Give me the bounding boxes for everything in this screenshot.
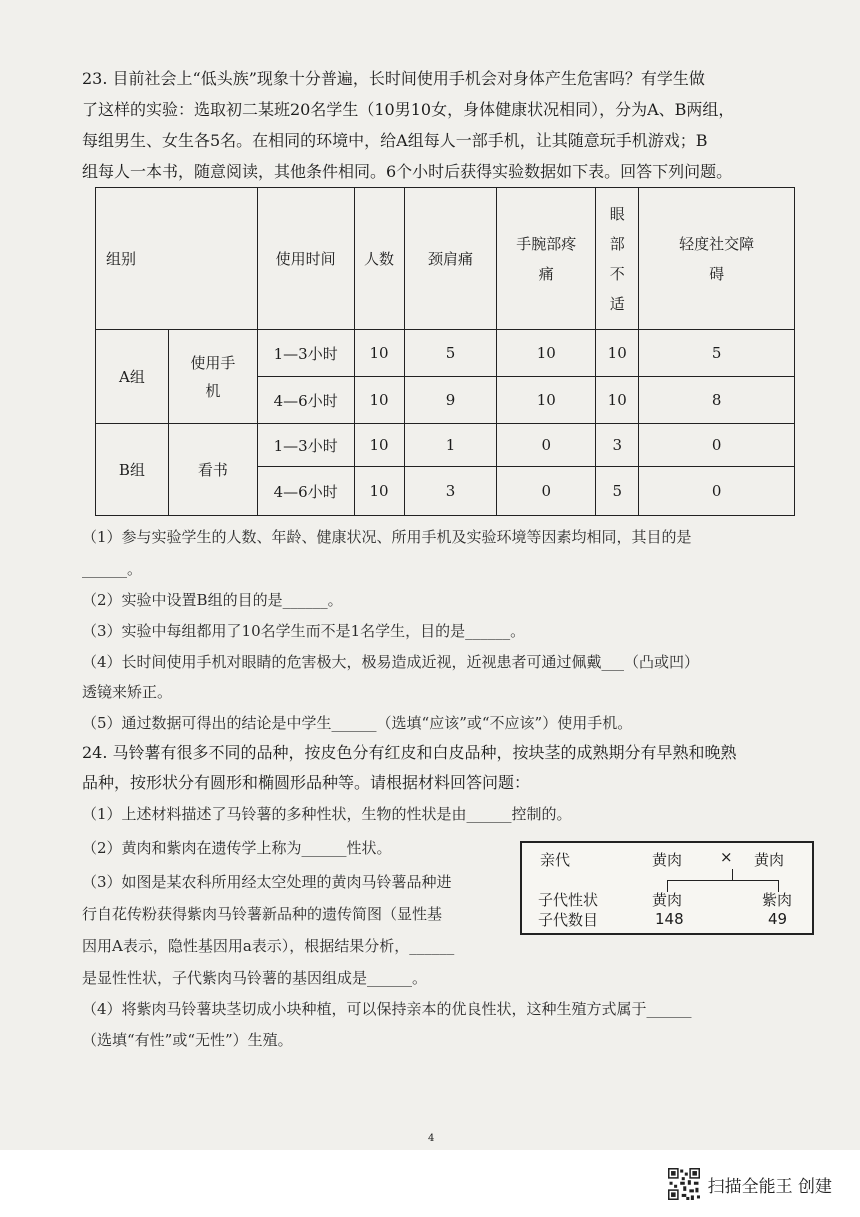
group-a-name: A组 xyxy=(96,330,169,424)
q23-intro-line-2: 了这样的实验：选取初二某班20名学生（10男10女，身体健康状况相同），分为A、B两组， xyxy=(82,100,735,119)
cell-time: 1—3小时 xyxy=(257,424,354,467)
cell-neck: 1 xyxy=(404,424,497,467)
cell-social: 0 xyxy=(639,467,795,516)
cell-social: 5 xyxy=(639,330,795,377)
q24-question-3-line-2: 行自花传粉获得紫肉马铃薯新品种的遗传简图（显性基 xyxy=(82,905,443,923)
q23-question-5: （5）通过数据可得出的结论是中学生______（选填“应该”或“不应该”）使用手机。 xyxy=(82,714,633,732)
table-row xyxy=(96,330,795,377)
cell-wrist: 10 xyxy=(497,377,596,424)
cell-wrist: 10 xyxy=(497,330,596,377)
q24-question-3-line-4: 是显性性状，子代紫肉马铃薯的基因组成是______。 xyxy=(82,969,428,987)
q24-question-1: （1）上述材料描述了马铃薯的多种性状，生物的性状是由______控制的。 xyxy=(82,805,572,823)
header-group: 组别 xyxy=(96,188,258,330)
offspring-2-trait: 紫肉 xyxy=(762,891,793,909)
q23-question-4: （4）长时间使用手机对眼睛的危害极大，极易造成近视，近视患者可通过佩戴___（凸或凹） xyxy=(82,653,700,671)
cell-eye: 5 xyxy=(596,467,639,516)
table-row xyxy=(96,424,795,467)
offspring-2-count: 49 xyxy=(768,910,788,928)
cell-time: 4—6小时 xyxy=(257,377,354,424)
cell-count: 10 xyxy=(354,424,404,467)
cross-branch-line xyxy=(667,880,779,881)
q23-question-1-blank: ______。 xyxy=(82,560,143,578)
q24-question-3-line-3: 因用A表示，隐性基因用a表示），根据结果分析，______ xyxy=(82,937,455,955)
cell-wrist: 0 xyxy=(497,467,596,516)
scanner-watermark-text: 扫描全能王 创建 xyxy=(707,1176,832,1197)
cell-time: 1—3小时 xyxy=(257,330,354,377)
group-b-treatment: 看书 xyxy=(168,424,257,516)
q23-intro-line-3: 每组男生、女生各5名。在相同的环境中，给A组每人一部手机，让其随意玩手机游戏；B xyxy=(82,131,708,150)
q24-question-4: （4）将紫肉马铃薯块茎切成小块种植，可以保持亲本的优良性状，这种生殖方式属于______ xyxy=(82,1000,692,1018)
cell-eye: 10 xyxy=(596,377,639,424)
offspring-1-count: 148 xyxy=(655,910,684,928)
page-number: 4 xyxy=(428,1133,435,1144)
cell-neck: 3 xyxy=(404,467,497,516)
header-wrist-pain: 手腕部疼 痛 xyxy=(497,188,596,330)
q24-intro-line-2: 品种，按形状分有圆形和椭圆形品种等。请根据材料回答问题： xyxy=(82,773,531,792)
header-eye-discomfort: 眼 部 不 适 xyxy=(596,188,639,330)
header-count: 人数 xyxy=(354,188,404,330)
cell-wrist: 0 xyxy=(497,424,596,467)
offspring-1-trait: 黄肉 xyxy=(652,891,683,909)
experiment-data-table xyxy=(95,187,795,516)
q23-intro-line-1: 23. 目前社会上“低头族”现象十分普遍，长时间使用手机会对身体产生危害吗？有学生做 xyxy=(82,69,705,88)
cell-eye: 3 xyxy=(596,424,639,467)
cell-social: 8 xyxy=(639,377,795,424)
cell-count: 10 xyxy=(354,467,404,516)
parent-2-trait: 黄肉 xyxy=(754,851,785,869)
offspring-count-label: 子代数目 xyxy=(538,911,599,929)
q24-question-2: （2）黄肉和紫肉在遗传学上称为______性状。 xyxy=(82,839,392,857)
cell-neck: 5 xyxy=(404,330,497,377)
q24-intro-line-1: 24. 马铃薯有很多不同的品种，按皮色分有红皮和白皮品种，按块茎的成熟期分有早熟和晚熟 xyxy=(82,743,737,762)
cell-count: 10 xyxy=(354,330,404,377)
header-neck-pain: 颈肩痛 xyxy=(404,188,497,330)
group-b-name: B组 xyxy=(96,424,169,516)
parent-label: 亲代 xyxy=(540,851,571,869)
q23-question-4-cont: 透镜来矫正。 xyxy=(82,683,173,701)
q24-question-3-line-1: （3）如图是某农科所用经太空处理的黄肉马铃薯品种进 xyxy=(82,873,452,891)
genetic-cross-diagram xyxy=(520,841,814,935)
cell-eye: 10 xyxy=(596,330,639,377)
q23-question-2: （2）实验中设置B组的目的是______。 xyxy=(82,591,343,609)
scanner-watermark xyxy=(668,1168,832,1200)
cell-social: 0 xyxy=(639,424,795,467)
group-a-treatment: 使用手 机 xyxy=(168,330,257,424)
cross-symbol: × xyxy=(720,848,733,866)
cell-count: 10 xyxy=(354,377,404,424)
q24-question-4-cont: （选填“有性”或“无性”）生殖。 xyxy=(82,1031,293,1049)
offspring-trait-label: 子代性状 xyxy=(538,891,599,909)
table-header-row xyxy=(96,188,795,330)
cell-neck: 9 xyxy=(404,377,497,424)
q23-intro-line-4: 组每人一本书，随意阅读，其他条件相同。6个小时后获得实验数据如下表。回答下列问题。 xyxy=(82,162,733,181)
parent-1-trait: 黄肉 xyxy=(652,851,683,869)
cell-time: 4—6小时 xyxy=(257,467,354,516)
q23-question-3: （3）实验中每组都用了10名学生而不是1名学生，目的是______。 xyxy=(82,622,526,640)
header-social-disorder: 轻度社交障 碍 xyxy=(639,188,795,330)
header-time: 使用时间 xyxy=(257,188,354,330)
q23-question-1: （1）参与实验学生的人数、年龄、健康状况、所用手机及实验环境等因素均相同，其目的是 xyxy=(82,528,692,546)
qr-code-icon xyxy=(668,1168,700,1200)
